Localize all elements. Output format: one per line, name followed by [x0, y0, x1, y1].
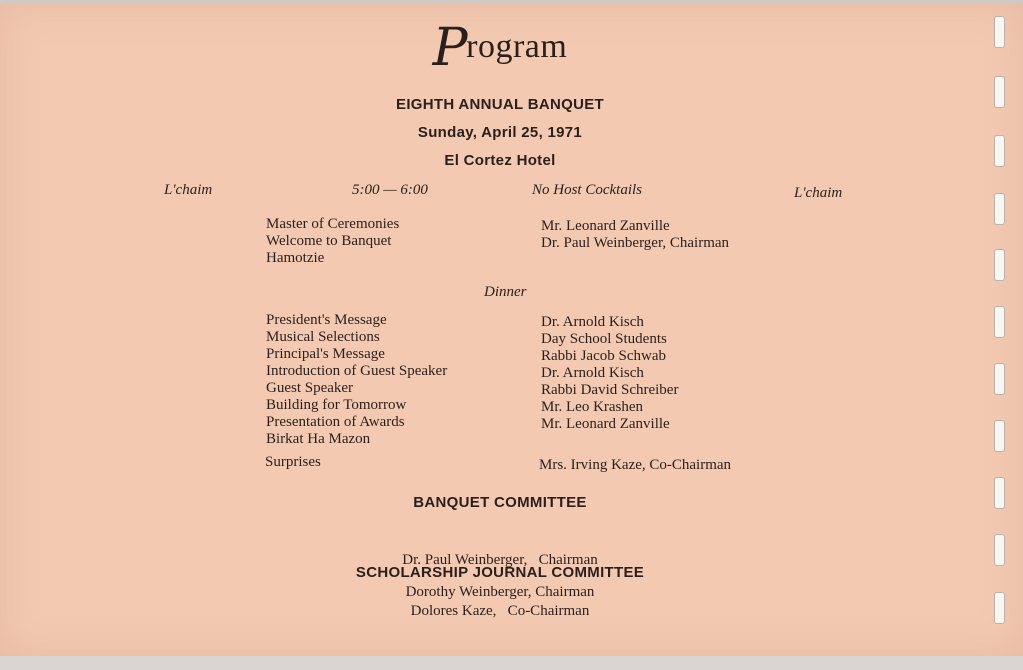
- binding-hole: [994, 16, 1005, 48]
- program-item: Building for Tomorrow: [266, 397, 407, 413]
- surprises-item: Surprises: [265, 454, 321, 470]
- program-item: Welcome to Banquet: [266, 233, 392, 249]
- binding-hole: [994, 363, 1005, 395]
- program-person: Mr. Leonard Zanville: [541, 218, 670, 234]
- cocktail-label: No Host Cocktails: [532, 182, 643, 198]
- dinner-people: [541, 314, 678, 433]
- cocktail-time: 5:00 — 6:00: [352, 182, 428, 198]
- binding-hole: [994, 592, 1005, 624]
- scan-background: [0, 656, 1023, 670]
- title-initial: P: [432, 18, 469, 78]
- committee-member: Dorothy Weinberger, Chairman: [405, 584, 595, 600]
- lchaim-right: L'chaim: [794, 185, 843, 201]
- dinner-items: [266, 312, 447, 448]
- program-person: Day School Students: [541, 331, 667, 347]
- opening-items: [266, 216, 399, 267]
- program-item: Presentation of Awards: [266, 414, 405, 430]
- program-item: Master of Ceremonies: [266, 216, 400, 232]
- program-item: Musical Selections: [266, 329, 380, 345]
- program-person: Rabbi Jacob Schwab: [541, 348, 666, 364]
- event-venue: El Cortez Hotel: [444, 152, 556, 169]
- surprises-person: Mrs. Irving Kaze, Co-Chairman: [539, 457, 732, 473]
- journal-committee-heading: SCHOLARSHIP JOURNAL COMMITTEE: [355, 564, 645, 581]
- program-person: Rabbi David Schreiber: [541, 382, 679, 398]
- program-item: Hamotzie: [266, 250, 325, 266]
- binding-hole: [994, 76, 1005, 108]
- program-person: Mr. Leonard Zanville: [541, 416, 670, 432]
- journal-committee-members: [0, 584, 1000, 601]
- program-person: Mr. Leo Krashen: [541, 399, 644, 415]
- binding-hole: [994, 534, 1005, 566]
- program-item: President's Message: [266, 312, 387, 328]
- dinner-label: Dinner: [484, 284, 527, 300]
- program-page: [0, 4, 1023, 656]
- program-person: Dr. Paul Weinberger, Chairman: [541, 235, 730, 251]
- program-person: Dr. Arnold Kisch: [541, 314, 644, 330]
- banquet-committee-heading: BANQUET COMMITTEE: [413, 494, 587, 511]
- committee-member: Dolores Kaze, Co-Chairman: [410, 603, 590, 619]
- event-date: Sunday, April 25, 1971: [417, 124, 583, 141]
- title-rest: rogram: [466, 28, 568, 65]
- program-item: Introduction of Guest Speaker: [266, 363, 448, 379]
- opening-people: [541, 218, 729, 252]
- binding-hole: [994, 420, 1005, 452]
- event-name: EIGHTH ANNUAL BANQUET: [396, 96, 604, 113]
- binding-hole: [994, 477, 1005, 509]
- program-item: Birkat Ha Mazon: [266, 431, 371, 447]
- program-item: Guest Speaker: [266, 380, 354, 396]
- binding-hole: [994, 193, 1005, 225]
- binding-hole: [994, 306, 1005, 338]
- program-title: [0, 18, 1000, 78]
- binding-hole: [994, 249, 1005, 281]
- binding-hole: [994, 135, 1005, 167]
- program-person: Dr. Arnold Kisch: [541, 365, 644, 381]
- committee-member: Dr. Paul Weinberger, Chairman: [402, 552, 598, 568]
- program-item: Principal's Message: [266, 346, 385, 362]
- lchaim-left: L'chaim: [164, 182, 213, 198]
